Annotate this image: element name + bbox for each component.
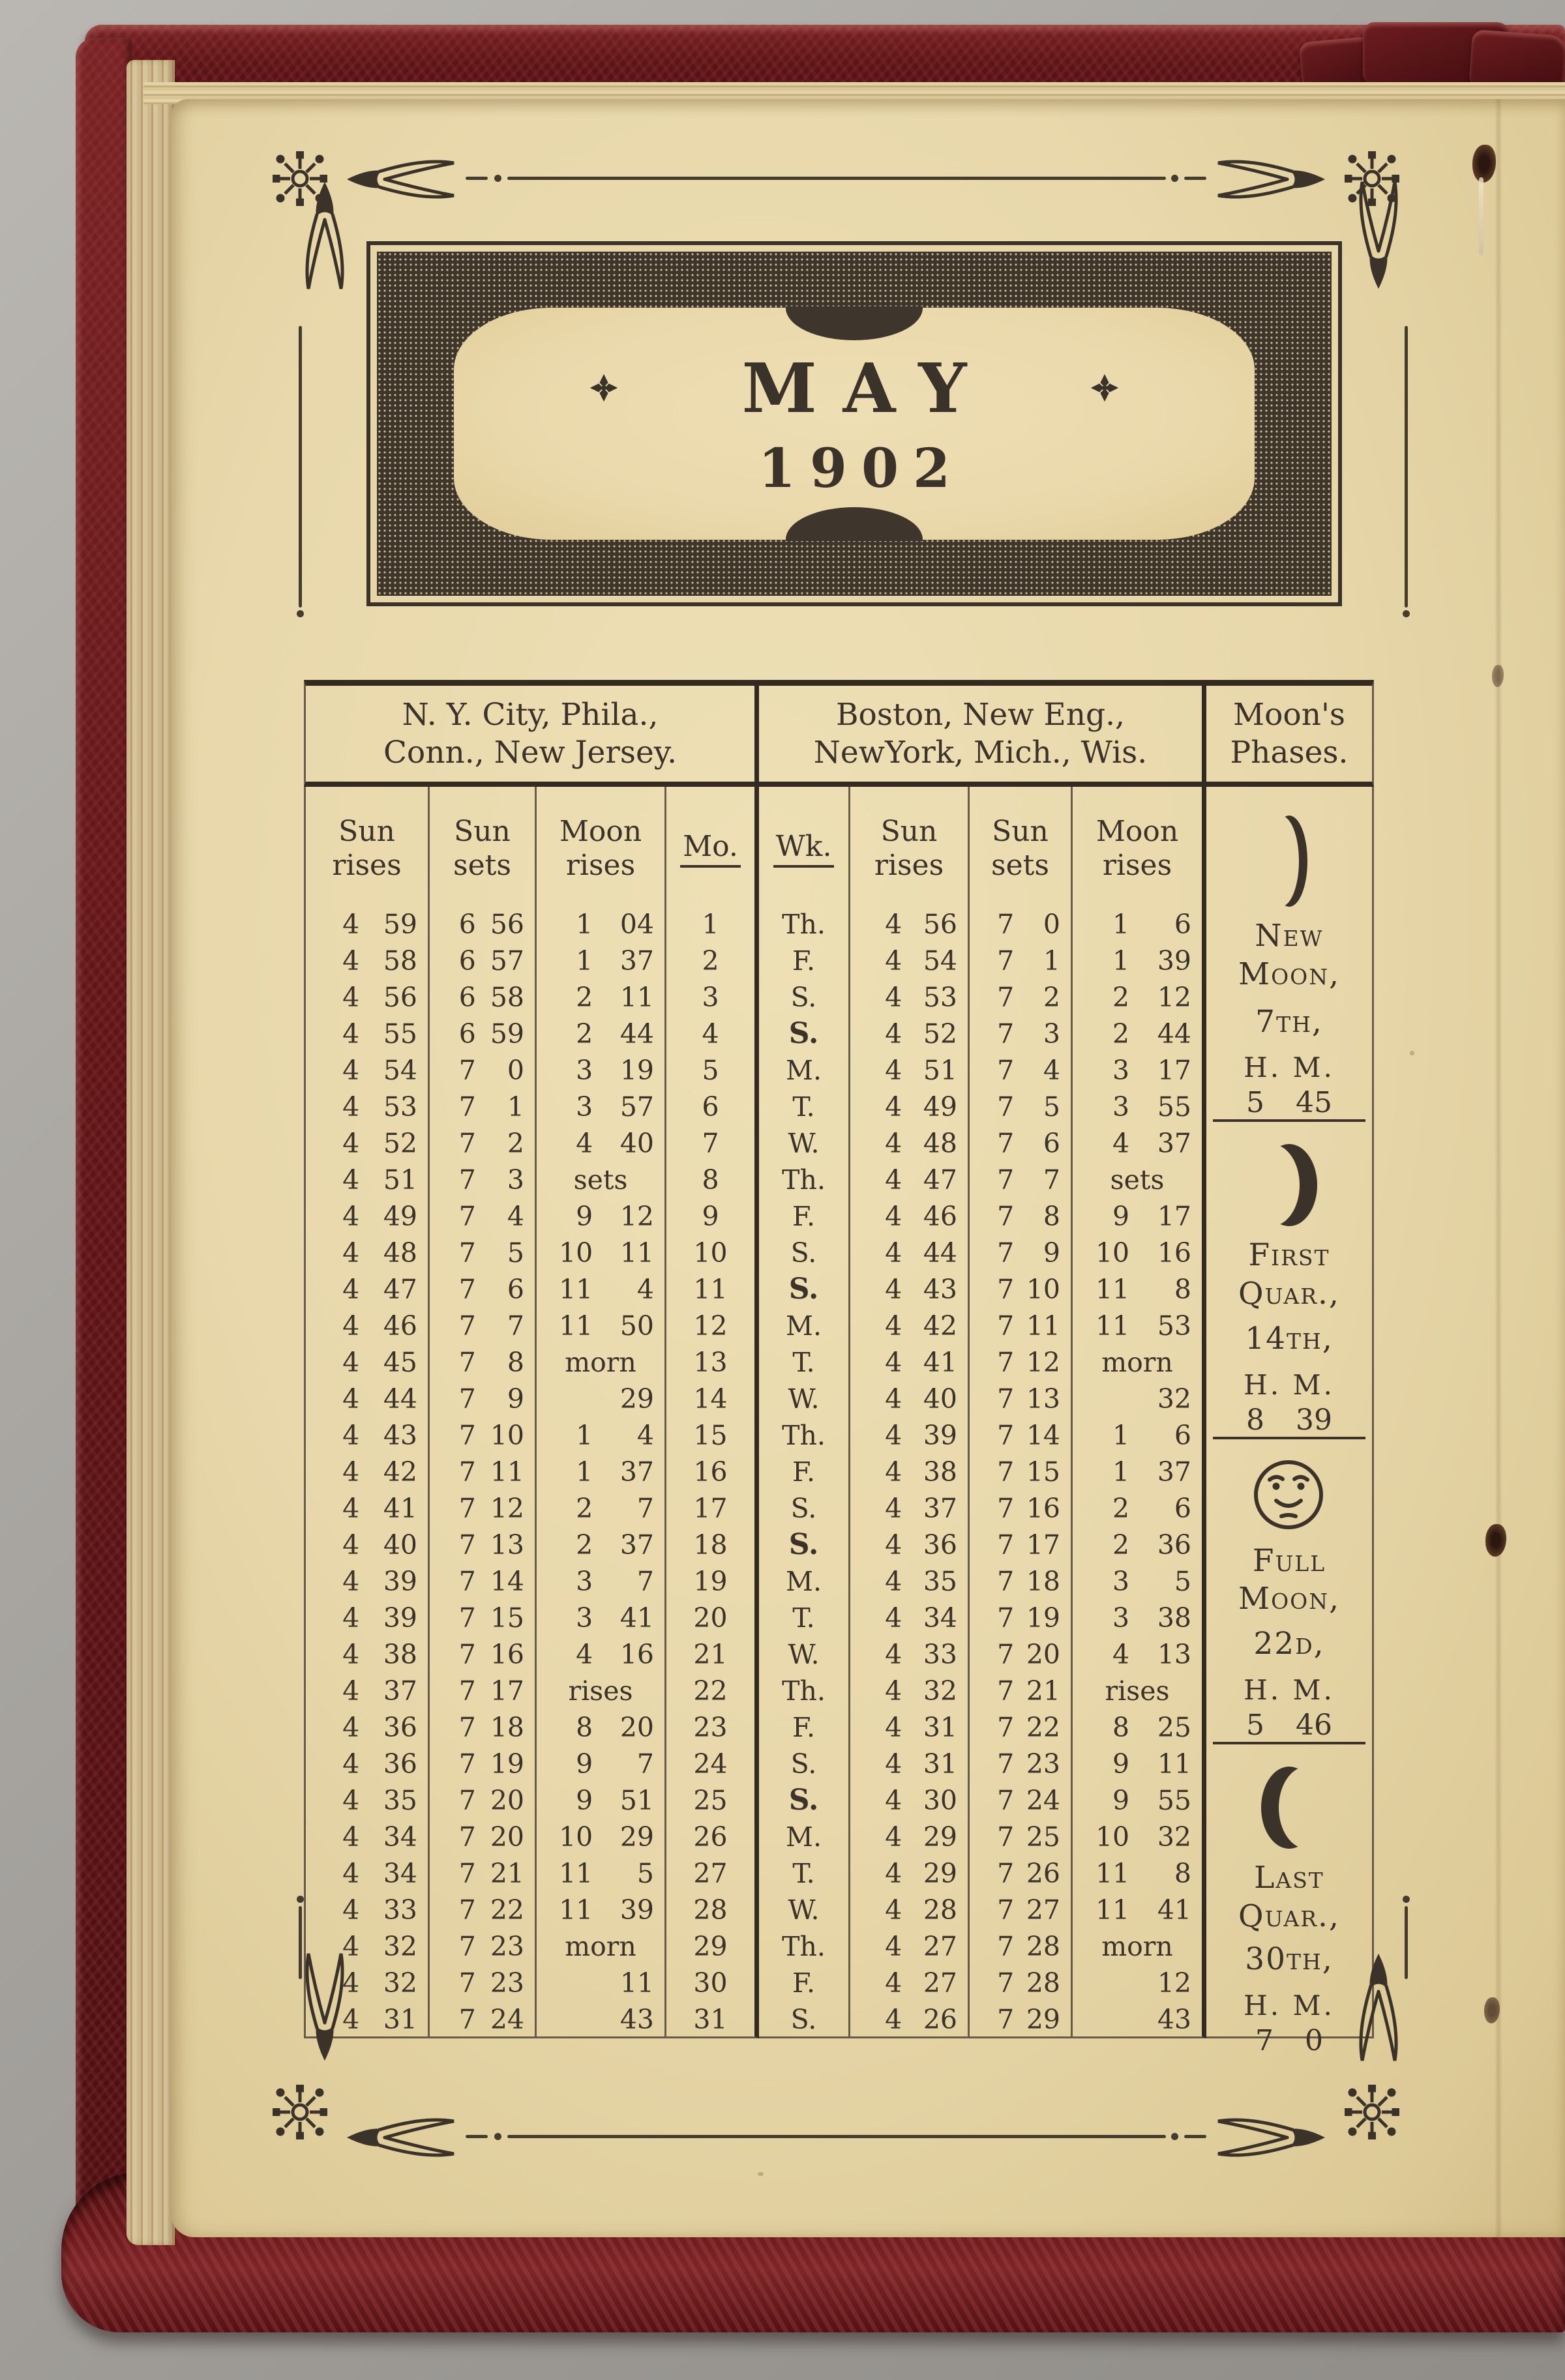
cell-boston-sun-sets: 7 15 bbox=[970, 1454, 1073, 1491]
cell-month-day: 7 bbox=[666, 1126, 759, 1162]
page-crease bbox=[1495, 99, 1502, 2237]
cell-ny-sun-sets: 7 16 bbox=[430, 1637, 537, 1673]
cell-ny-sun-sets: 7 2 bbox=[430, 1126, 537, 1162]
cell-ny-sun-sets: 7 23 bbox=[430, 1929, 537, 1965]
cell-ny-moon-rises: 3 19 bbox=[537, 1053, 666, 1089]
cell-weekday: S. bbox=[759, 1235, 850, 1272]
cell-ny-moon-rises: 1 04 bbox=[537, 907, 666, 943]
cell-boston-sun-sets: 7 21 bbox=[970, 1673, 1073, 1710]
cell-boston-sun-sets: 7 9 bbox=[970, 1235, 1073, 1272]
cell-month-day: 3 bbox=[666, 980, 759, 1016]
cell-ny-moon-rises: 9 12 bbox=[537, 1199, 666, 1235]
cell-month-day: 12 bbox=[666, 1308, 759, 1345]
cell-weekday: F. bbox=[759, 1454, 850, 1491]
cell-month-day: 27 bbox=[666, 1856, 759, 1892]
cell-boston-sun-rises: 4 37 bbox=[850, 1491, 970, 1527]
cell-month-day: 22 bbox=[666, 1673, 759, 1710]
cell-month-day: 24 bbox=[666, 1746, 759, 1783]
cell-boston-sun-rises: 4 56 bbox=[850, 907, 970, 943]
cell-ny-sun-rises: 4 58 bbox=[304, 943, 430, 980]
cell-boston-sun-rises: 4 48 bbox=[850, 1126, 970, 1162]
moon-phases-column bbox=[1206, 787, 1374, 2057]
cell-boston-sun-sets: 7 24 bbox=[970, 1783, 1073, 1819]
cell-boston-sun-sets: 7 5 bbox=[970, 1089, 1073, 1126]
cell-ny-sun-sets: 7 18 bbox=[430, 1710, 537, 1746]
moon-phase-full-moon: Full Moon, 22d, H. M. 5 46 bbox=[1213, 1437, 1365, 1742]
cell-ny-sun-rises: 4 56 bbox=[304, 980, 430, 1016]
cell-ny-sun-sets: 6 56 bbox=[430, 907, 537, 943]
cell-boston-sun-sets: 7 19 bbox=[970, 1600, 1073, 1637]
cell-boston-sun-sets: 7 27 bbox=[970, 1892, 1073, 1929]
cell-ny-sun-sets: 7 14 bbox=[430, 1564, 537, 1600]
asterisk-ornament bbox=[589, 374, 618, 402]
cell-boston-sun-rises: 4 27 bbox=[850, 1965, 970, 2002]
cell-ny-sun-sets: 7 19 bbox=[430, 1746, 537, 1783]
cell-month-day: 20 bbox=[666, 1600, 759, 1637]
cell-ny-sun-sets: 7 6 bbox=[430, 1272, 537, 1308]
cell-weekday: M. bbox=[759, 1819, 850, 1856]
cell-ny-moon-rises: 2 11 bbox=[537, 980, 666, 1016]
cell-boston-sun-sets: 7 0 bbox=[970, 907, 1073, 943]
cell-ny-sun-rises: 4 32 bbox=[304, 1929, 430, 1965]
cell-weekday: Th. bbox=[759, 1673, 850, 1710]
cell-boston-sun-rises: 4 42 bbox=[850, 1308, 970, 1345]
cell-ny-moon-rises: morn bbox=[537, 1345, 666, 1381]
cell-month-day: 25 bbox=[666, 1783, 759, 1819]
cell-month-day: 21 bbox=[666, 1637, 759, 1673]
cell-boston-sun-sets: 7 20 bbox=[970, 1637, 1073, 1673]
cell-weekday: S. bbox=[759, 1016, 850, 1053]
cell-ny-sun-rises: 4 39 bbox=[304, 1564, 430, 1600]
cell-weekday: Th. bbox=[759, 1929, 850, 1965]
cell-ny-sun-sets: 7 10 bbox=[430, 1418, 537, 1454]
cell-ny-sun-rises: 4 39 bbox=[304, 1600, 430, 1637]
cell-weekday: S. bbox=[759, 2002, 850, 2038]
cell-ny-sun-sets: 7 22 bbox=[430, 1892, 537, 1929]
cell-ny-sun-sets: 7 12 bbox=[430, 1491, 537, 1527]
cell-boston-moon-rises: morn bbox=[1073, 1345, 1206, 1381]
cell-boston-moon-rises: sets bbox=[1073, 1162, 1206, 1199]
cell-ny-moon-rises: 3 41 bbox=[537, 1600, 666, 1637]
cell-month-day: 19 bbox=[666, 1564, 759, 1600]
binding-thread bbox=[1479, 177, 1483, 256]
moon-phase-new-moon: New Moon, 7th, H. M. 5 45 bbox=[1213, 787, 1365, 1119]
cell-boston-sun-sets: 7 12 bbox=[970, 1345, 1073, 1381]
cell-ny-moon-rises: 10 11 bbox=[537, 1235, 666, 1272]
cell-boston-sun-sets: 7 25 bbox=[970, 1819, 1073, 1856]
cell-boston-sun-sets: 7 26 bbox=[970, 1856, 1073, 1892]
col-header-sun-sets: Sun sets bbox=[970, 787, 1073, 907]
cell-boston-sun-sets: 7 7 bbox=[970, 1162, 1073, 1199]
region-header-moon-phases: Moon's Phases. bbox=[1206, 680, 1374, 787]
cell-ny-sun-rises: 4 31 bbox=[304, 2002, 430, 2038]
cell-boston-sun-sets: 7 28 bbox=[970, 1929, 1073, 1965]
cell-boston-sun-rises: 4 38 bbox=[850, 1454, 970, 1491]
cell-ny-moon-rises: 4 16 bbox=[537, 1637, 666, 1673]
cell-weekday: S. bbox=[759, 1491, 850, 1527]
cell-ny-moon-rises: 11 39 bbox=[537, 1892, 666, 1929]
cell-ny-sun-rises: 4 34 bbox=[304, 1819, 430, 1856]
cell-ny-sun-rises: 4 33 bbox=[304, 1892, 430, 1929]
cell-boston-sun-sets: 7 10 bbox=[970, 1272, 1073, 1308]
cell-weekday: W. bbox=[759, 1126, 850, 1162]
cell-ny-moon-rises: rises bbox=[537, 1673, 666, 1710]
cell-ny-sun-sets: 7 11 bbox=[430, 1454, 537, 1491]
fleur-ornament bbox=[299, 177, 350, 294]
cell-ny-sun-rises: 4 41 bbox=[304, 1491, 430, 1527]
col-header-moon-rises: Moon rises bbox=[537, 787, 666, 907]
cell-ny-moon-rises: 1 37 bbox=[537, 943, 666, 980]
cell-boston-moon-rises: 10 16 bbox=[1073, 1235, 1206, 1272]
cell-month-day: 2 bbox=[666, 943, 759, 980]
almanac-table bbox=[304, 680, 1374, 2057]
cell-ny-sun-sets: 7 0 bbox=[430, 1053, 537, 1089]
cell-month-day: 13 bbox=[666, 1345, 759, 1381]
cell-month-day: 4 bbox=[666, 1016, 759, 1053]
cell-weekday: F. bbox=[759, 1965, 850, 2002]
cell-ny-moon-rises: 43 bbox=[537, 2002, 666, 2038]
cell-boston-moon-rises: 1 6 bbox=[1073, 907, 1206, 943]
cell-month-day: 26 bbox=[666, 1819, 759, 1856]
cell-ny-sun-rises: 4 54 bbox=[304, 1053, 430, 1089]
col-header-month-day: Mo. bbox=[666, 787, 759, 907]
cell-boston-moon-rises: 2 36 bbox=[1073, 1527, 1206, 1564]
cell-ny-sun-rises: 4 40 bbox=[304, 1527, 430, 1564]
cell-month-day: 31 bbox=[666, 2002, 759, 2038]
fleur-ornament bbox=[342, 2112, 459, 2163]
cell-ny-moon-rises: 2 37 bbox=[537, 1527, 666, 1564]
cell-boston-moon-rises: 43 bbox=[1073, 2002, 1206, 2038]
cell-ny-moon-rises: 9 7 bbox=[537, 1746, 666, 1783]
cell-ny-sun-rises: 4 32 bbox=[304, 1965, 430, 2002]
page-title-year: 1902 bbox=[758, 437, 965, 500]
cell-month-day: 9 bbox=[666, 1199, 759, 1235]
cell-boston-sun-rises: 4 29 bbox=[850, 1819, 970, 1856]
cell-boston-moon-rises: 11 53 bbox=[1073, 1308, 1206, 1345]
cell-month-day: 23 bbox=[666, 1710, 759, 1746]
cell-ny-moon-rises: 11 bbox=[537, 1965, 666, 2002]
almanac-page bbox=[171, 99, 1565, 2237]
cell-boston-sun-rises: 4 29 bbox=[850, 1856, 970, 1892]
cell-boston-sun-sets: 7 4 bbox=[970, 1053, 1073, 1089]
cell-boston-sun-rises: 4 52 bbox=[850, 1016, 970, 1053]
corner-snowflake-ornament bbox=[273, 2085, 327, 2139]
cell-ny-sun-rises: 4 55 bbox=[304, 1016, 430, 1053]
cell-boston-sun-rises: 4 31 bbox=[850, 1710, 970, 1746]
cell-boston-moon-rises: 3 55 bbox=[1073, 1089, 1206, 1126]
cell-month-day: 16 bbox=[666, 1454, 759, 1491]
cell-boston-sun-rises: 4 31 bbox=[850, 1746, 970, 1783]
cell-boston-sun-sets: 7 6 bbox=[970, 1126, 1073, 1162]
cell-ny-sun-rises: 4 48 bbox=[304, 1235, 430, 1272]
cell-boston-sun-sets: 7 17 bbox=[970, 1527, 1073, 1564]
cell-ny-moon-rises: 2 44 bbox=[537, 1016, 666, 1053]
cell-ny-sun-sets: 7 7 bbox=[430, 1308, 537, 1345]
region-header-boston: Boston, New Eng., NewYork, Mich., Wis. bbox=[759, 680, 1206, 787]
page-stack-edge bbox=[127, 60, 175, 2245]
cell-boston-sun-rises: 4 47 bbox=[850, 1162, 970, 1199]
cell-boston-sun-sets: 7 1 bbox=[970, 943, 1073, 980]
cell-boston-sun-sets: 7 23 bbox=[970, 1746, 1073, 1783]
cell-ny-moon-rises: morn bbox=[537, 1929, 666, 1965]
cell-boston-moon-rises: 8 25 bbox=[1073, 1710, 1206, 1746]
cell-weekday: T. bbox=[759, 1089, 850, 1126]
cell-ny-sun-sets: 7 8 bbox=[430, 1345, 537, 1381]
full-moon-face-icon bbox=[1253, 1459, 1326, 1535]
cell-ny-sun-rises: 4 45 bbox=[304, 1345, 430, 1381]
cell-ny-sun-sets: 6 58 bbox=[430, 980, 537, 1016]
cell-weekday: M. bbox=[759, 1564, 850, 1600]
cell-boston-moon-rises: 3 17 bbox=[1073, 1053, 1206, 1089]
cell-month-day: 1 bbox=[666, 907, 759, 943]
cell-boston-sun-sets: 7 28 bbox=[970, 1965, 1073, 2002]
cell-boston-sun-rises: 4 41 bbox=[850, 1345, 970, 1381]
cell-month-day: 30 bbox=[666, 1965, 759, 2002]
cell-boston-sun-rises: 4 49 bbox=[850, 1089, 970, 1126]
cell-boston-moon-rises: 9 11 bbox=[1073, 1746, 1206, 1783]
moon-phase-first-quarter: First Quar., 14th, H. M. 8 39 bbox=[1213, 1119, 1365, 1436]
cell-boston-moon-rises: 3 38 bbox=[1073, 1600, 1206, 1637]
cell-boston-moon-rises: 2 12 bbox=[1073, 980, 1206, 1016]
cell-ny-sun-sets: 7 20 bbox=[430, 1783, 537, 1819]
book-cover-spine bbox=[76, 38, 132, 2274]
cell-ny-sun-rises: 4 59 bbox=[304, 907, 430, 943]
cell-ny-sun-sets: 7 5 bbox=[430, 1235, 537, 1272]
cell-boston-sun-rises: 4 54 bbox=[850, 943, 970, 980]
cell-boston-moon-rises: 1 37 bbox=[1073, 1454, 1206, 1491]
cell-weekday: T. bbox=[759, 1600, 850, 1637]
cell-ny-sun-sets: 7 4 bbox=[430, 1199, 537, 1235]
cell-ny-sun-rises: 4 38 bbox=[304, 1637, 430, 1673]
cell-boston-sun-rises: 4 32 bbox=[850, 1673, 970, 1710]
fleur-ornament bbox=[1213, 154, 1330, 205]
cell-ny-sun-sets: 7 15 bbox=[430, 1600, 537, 1637]
cell-boston-sun-sets: 7 11 bbox=[970, 1308, 1073, 1345]
scroll-knob bbox=[786, 507, 923, 541]
cell-weekday: M. bbox=[759, 1053, 850, 1089]
corner-snowflake-ornament bbox=[1345, 2085, 1399, 2139]
cell-boston-sun-rises: 4 35 bbox=[850, 1564, 970, 1600]
cell-month-day: 18 bbox=[666, 1527, 759, 1564]
cell-boston-moon-rises: 11 41 bbox=[1073, 1892, 1206, 1929]
cell-boston-moon-rises: 3 5 bbox=[1073, 1564, 1206, 1600]
cell-weekday: S. bbox=[759, 1783, 850, 1819]
cell-weekday: T. bbox=[759, 1856, 850, 1892]
cell-ny-sun-sets: 7 3 bbox=[430, 1162, 537, 1199]
cell-month-day: 17 bbox=[666, 1491, 759, 1527]
cell-ny-sun-rises: 4 47 bbox=[304, 1272, 430, 1308]
col-header-sun-sets: Sun sets bbox=[430, 787, 537, 907]
col-header-sun-rises: Sun rises bbox=[304, 787, 430, 907]
cell-boston-sun-rises: 4 30 bbox=[850, 1783, 970, 1819]
cell-weekday: S. bbox=[759, 1527, 850, 1564]
cell-ny-moon-rises: 2 7 bbox=[537, 1491, 666, 1527]
title-panel bbox=[454, 308, 1255, 540]
cell-boston-sun-rises: 4 27 bbox=[850, 1929, 970, 1965]
cell-boston-moon-rises: rises bbox=[1073, 1673, 1206, 1710]
cell-ny-sun-rises: 4 53 bbox=[304, 1089, 430, 1126]
cell-boston-moon-rises: 2 44 bbox=[1073, 1016, 1206, 1053]
cell-boston-sun-rises: 4 33 bbox=[850, 1637, 970, 1673]
cell-ny-moon-rises: 11 50 bbox=[537, 1308, 666, 1345]
cell-ny-sun-sets: 7 23 bbox=[430, 1965, 537, 2002]
cell-boston-moon-rises: 1 6 bbox=[1073, 1418, 1206, 1454]
cell-ny-sun-rises: 4 51 bbox=[304, 1162, 430, 1199]
binding-stitch bbox=[1485, 1524, 1506, 1557]
cell-boston-sun-sets: 7 29 bbox=[970, 2002, 1073, 2038]
cell-ny-sun-rises: 4 42 bbox=[304, 1454, 430, 1491]
cell-boston-sun-rises: 4 43 bbox=[850, 1272, 970, 1308]
binding-stitch bbox=[1472, 145, 1496, 183]
cell-month-day: 28 bbox=[666, 1892, 759, 1929]
title-cartouche bbox=[366, 241, 1342, 606]
cell-ny-moon-rises: 3 57 bbox=[537, 1089, 666, 1126]
cell-ny-sun-rises: 4 46 bbox=[304, 1308, 430, 1345]
cell-boston-moon-rises: 2 6 bbox=[1073, 1491, 1206, 1527]
cell-month-day: 14 bbox=[666, 1381, 759, 1418]
cell-weekday: W. bbox=[759, 1381, 850, 1418]
cell-ny-sun-sets: 7 17 bbox=[430, 1673, 537, 1710]
fleur-ornament bbox=[342, 154, 459, 205]
cell-month-day: 10 bbox=[666, 1235, 759, 1272]
cell-month-day: 15 bbox=[666, 1418, 759, 1454]
cell-boston-sun-sets: 7 3 bbox=[970, 1016, 1073, 1053]
cell-boston-moon-rises: 4 13 bbox=[1073, 1637, 1206, 1673]
cell-boston-moon-rises: 9 55 bbox=[1073, 1783, 1206, 1819]
cell-boston-sun-rises: 4 36 bbox=[850, 1527, 970, 1564]
cell-boston-sun-sets: 7 2 bbox=[970, 980, 1073, 1016]
cell-ny-sun-sets: 7 21 bbox=[430, 1856, 537, 1892]
cell-boston-sun-rises: 4 51 bbox=[850, 1053, 970, 1089]
cell-boston-sun-rises: 4 46 bbox=[850, 1199, 970, 1235]
cell-ny-sun-rises: 4 44 bbox=[304, 1381, 430, 1418]
cell-ny-moon-rises: 10 29 bbox=[537, 1819, 666, 1856]
cell-ny-sun-rises: 4 36 bbox=[304, 1710, 430, 1746]
cell-ny-sun-sets: 7 24 bbox=[430, 2002, 537, 2038]
cell-ny-moon-rises: 3 7 bbox=[537, 1564, 666, 1600]
cell-month-day: 8 bbox=[666, 1162, 759, 1199]
cell-weekday: Th. bbox=[759, 907, 850, 943]
cell-boston-sun-sets: 7 8 bbox=[970, 1199, 1073, 1235]
cell-boston-moon-rises: morn bbox=[1073, 1929, 1206, 1965]
cell-ny-moon-rises: 4 40 bbox=[537, 1126, 666, 1162]
fleur-ornament bbox=[1353, 177, 1404, 294]
cell-boston-sun-rises: 4 40 bbox=[850, 1381, 970, 1418]
cell-ny-sun-sets: 7 9 bbox=[430, 1381, 537, 1418]
cell-boston-sun-rises: 4 53 bbox=[850, 980, 970, 1016]
last-quarter-crescent-icon bbox=[1261, 1767, 1317, 1849]
cell-boston-sun-sets: 7 14 bbox=[970, 1418, 1073, 1454]
cell-month-day: 5 bbox=[666, 1053, 759, 1089]
cell-ny-moon-rises: 9 51 bbox=[537, 1783, 666, 1819]
moon-phase-last-quarter: Last Quar., 30th, H. M. 7 0 bbox=[1213, 1742, 1365, 2057]
cell-ny-moon-rises: 8 20 bbox=[537, 1710, 666, 1746]
cell-month-day: 6 bbox=[666, 1089, 759, 1126]
cell-weekday: F. bbox=[759, 1199, 850, 1235]
cell-ny-moon-rises: 1 37 bbox=[537, 1454, 666, 1491]
cell-ny-sun-rises: 4 43 bbox=[304, 1418, 430, 1454]
cell-weekday: S. bbox=[759, 1746, 850, 1783]
new-moon-crescent-icon bbox=[1271, 815, 1307, 907]
cell-boston-sun-sets: 7 18 bbox=[970, 1564, 1073, 1600]
cell-weekday: Th. bbox=[759, 1418, 850, 1454]
cell-boston-sun-sets: 7 22 bbox=[970, 1710, 1073, 1746]
cell-weekday: W. bbox=[759, 1892, 850, 1929]
cell-ny-moon-rises: 11 5 bbox=[537, 1856, 666, 1892]
cell-ny-sun-sets: 7 20 bbox=[430, 1819, 537, 1856]
title-scrollwork-border bbox=[377, 252, 1332, 596]
cell-ny-sun-rises: 4 49 bbox=[304, 1199, 430, 1235]
cell-boston-moon-rises: 32 bbox=[1073, 1381, 1206, 1418]
cell-weekday: W. bbox=[759, 1637, 850, 1673]
cell-boston-sun-rises: 4 44 bbox=[850, 1235, 970, 1272]
cell-month-day: 29 bbox=[666, 1929, 759, 1965]
cell-ny-moon-rises: 29 bbox=[537, 1381, 666, 1418]
cell-boston-moon-rises: 4 37 bbox=[1073, 1126, 1206, 1162]
cell-weekday: S. bbox=[759, 980, 850, 1016]
cell-weekday: M. bbox=[759, 1308, 850, 1345]
cell-ny-moon-rises: 1 4 bbox=[537, 1418, 666, 1454]
scroll-knob bbox=[786, 306, 923, 340]
cell-ny-sun-sets: 7 1 bbox=[430, 1089, 537, 1126]
first-quarter-crescent-icon bbox=[1261, 1144, 1317, 1226]
col-header-weekday: Wk. bbox=[759, 787, 850, 907]
cell-ny-moon-rises: 11 4 bbox=[537, 1272, 666, 1308]
col-header-moon-rises: Moon rises bbox=[1073, 787, 1206, 907]
cell-ny-sun-rises: 4 37 bbox=[304, 1673, 430, 1710]
cell-boston-sun-sets: 7 16 bbox=[970, 1491, 1073, 1527]
cell-ny-sun-rises: 4 34 bbox=[304, 1856, 430, 1892]
cell-weekday: F. bbox=[759, 943, 850, 980]
page-title-month: MAY bbox=[741, 347, 993, 428]
cell-ny-sun-sets: 6 57 bbox=[430, 943, 537, 980]
cell-boston-sun-rises: 4 26 bbox=[850, 2002, 970, 2038]
cell-weekday: S. bbox=[759, 1272, 850, 1308]
cell-ny-sun-sets: 6 59 bbox=[430, 1016, 537, 1053]
cell-boston-moon-rises: 11 8 bbox=[1073, 1272, 1206, 1308]
cell-boston-moon-rises: 12 bbox=[1073, 1965, 1206, 2002]
cell-boston-moon-rises: 11 8 bbox=[1073, 1856, 1206, 1892]
cell-boston-sun-rises: 4 34 bbox=[850, 1600, 970, 1637]
cell-weekday: Th. bbox=[759, 1162, 850, 1199]
fleur-ornament bbox=[1213, 2112, 1330, 2163]
cell-boston-sun-rises: 4 28 bbox=[850, 1892, 970, 1929]
col-header-sun-rises: Sun rises bbox=[850, 787, 970, 907]
cell-boston-moon-rises: 10 32 bbox=[1073, 1819, 1206, 1856]
cell-month-day: 11 bbox=[666, 1272, 759, 1308]
cell-ny-sun-sets: 7 13 bbox=[430, 1527, 537, 1564]
cell-boston-sun-sets: 7 13 bbox=[970, 1381, 1073, 1418]
region-header-ny: N. Y. City, Phila., Conn., New Jersey. bbox=[304, 680, 759, 787]
cell-ny-sun-rises: 4 52 bbox=[304, 1126, 430, 1162]
cell-ny-sun-rises: 4 35 bbox=[304, 1783, 430, 1819]
cell-weekday: T. bbox=[759, 1345, 850, 1381]
cell-boston-moon-rises: 1 39 bbox=[1073, 943, 1206, 980]
cell-boston-moon-rises: 9 17 bbox=[1073, 1199, 1206, 1235]
cell-weekday: F. bbox=[759, 1710, 850, 1746]
cell-boston-sun-rises: 4 39 bbox=[850, 1418, 970, 1454]
cell-ny-moon-rises: sets bbox=[537, 1162, 666, 1199]
cell-ny-sun-rises: 4 36 bbox=[304, 1746, 430, 1783]
asterisk-ornament bbox=[1090, 374, 1119, 402]
